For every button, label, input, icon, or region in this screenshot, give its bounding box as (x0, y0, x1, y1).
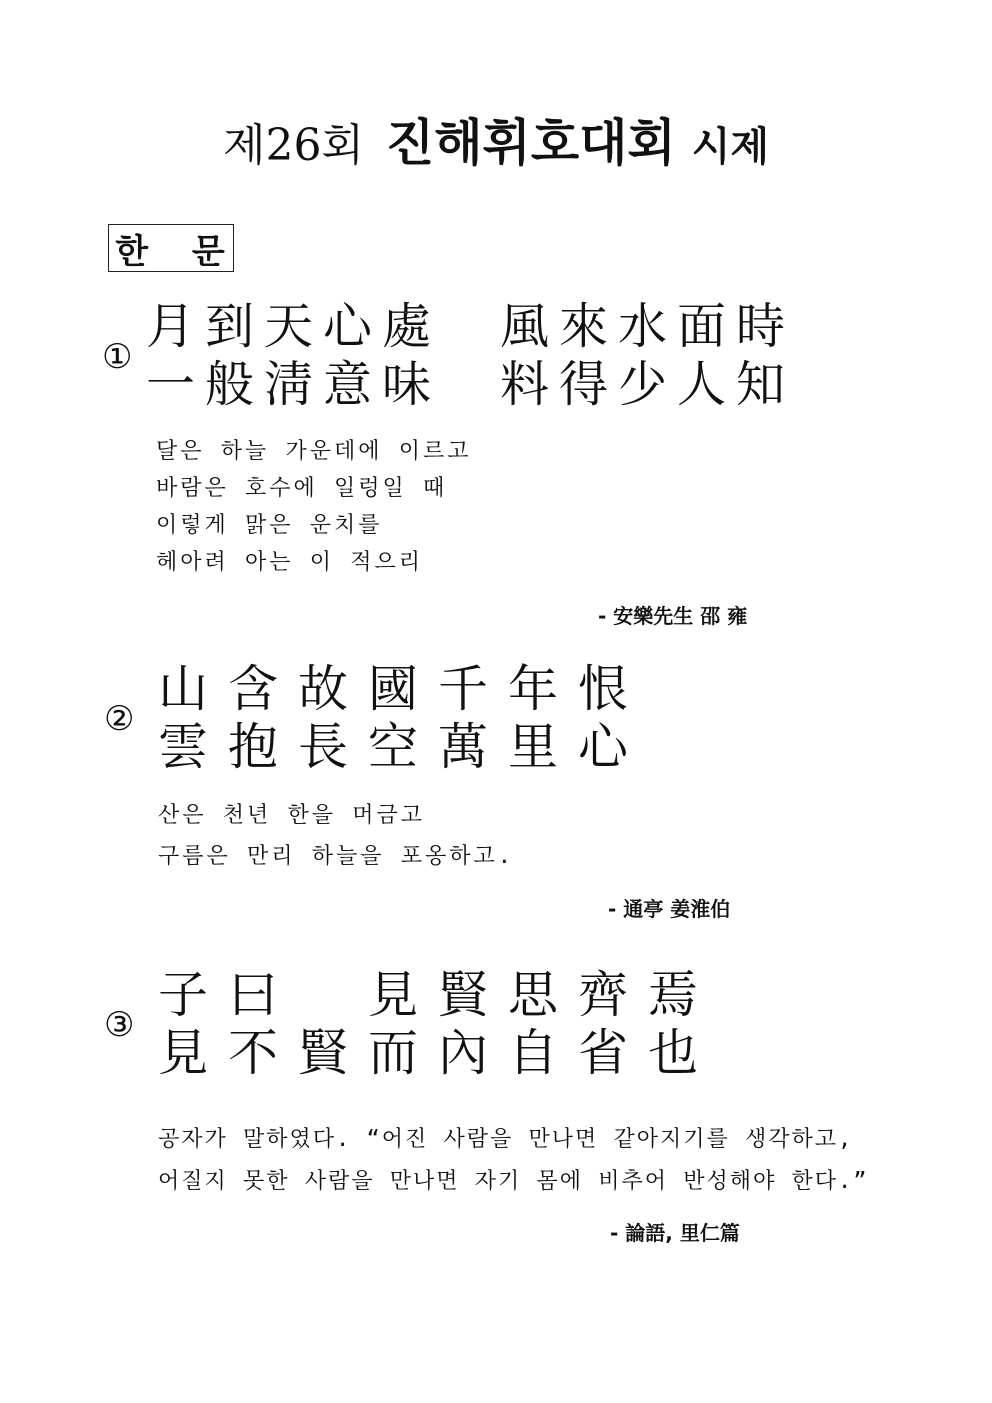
hanzi-line: 月到天心處 風來水面時 (146, 298, 796, 355)
hanzi-line: 見不賢而內自省也 (158, 1024, 718, 1082)
translation-line: 공자가 말하였다. “어진 사람을 만나면 같아지기를 생각하고, (158, 1127, 854, 1152)
item-number: ③ (104, 1005, 135, 1045)
translation-line: 이렇게 맑은 운치를 (156, 513, 383, 538)
title-suffix: 시제 (691, 124, 770, 170)
page-title (0, 114, 992, 172)
attribution: - 論語, 里仁篇 (610, 1221, 740, 1245)
item-number: ② (104, 699, 135, 739)
hanzi-line: 一般淸意味 料得少人知 (146, 356, 796, 413)
translation-line: 구름은 만리 하늘을 포옹하고. (158, 844, 515, 869)
title-main: 진해휘호대회 (385, 114, 676, 172)
attribution: - 安樂先生 邵 雍 (598, 604, 748, 628)
item-number: ① (102, 337, 133, 377)
hanzi-line: 子曰 見賢思齊焉 (158, 966, 718, 1024)
section-label: 한 문 (108, 224, 234, 272)
hanzi-line: 雲抱長空萬里心 (158, 718, 648, 776)
hanzi-line: 山含故國千年恨 (158, 660, 648, 718)
attribution: - 通亭 姜淮伯 (608, 897, 731, 921)
translation-line: 헤아려 아는 이 적으리 (156, 550, 424, 575)
translation-line: 어질지 못한 사람을 만나면 자기 몸에 비추어 반성해야 한다.” (158, 1169, 869, 1194)
translation-line: 바람은 호수에 일렁일 때 (156, 476, 448, 501)
translation-line: 산은 천년 한을 머금고 (158, 803, 426, 828)
translation-line: 달은 하늘 가운데에 이르고 (156, 439, 472, 464)
title-prefix: 제26회 (222, 120, 364, 171)
